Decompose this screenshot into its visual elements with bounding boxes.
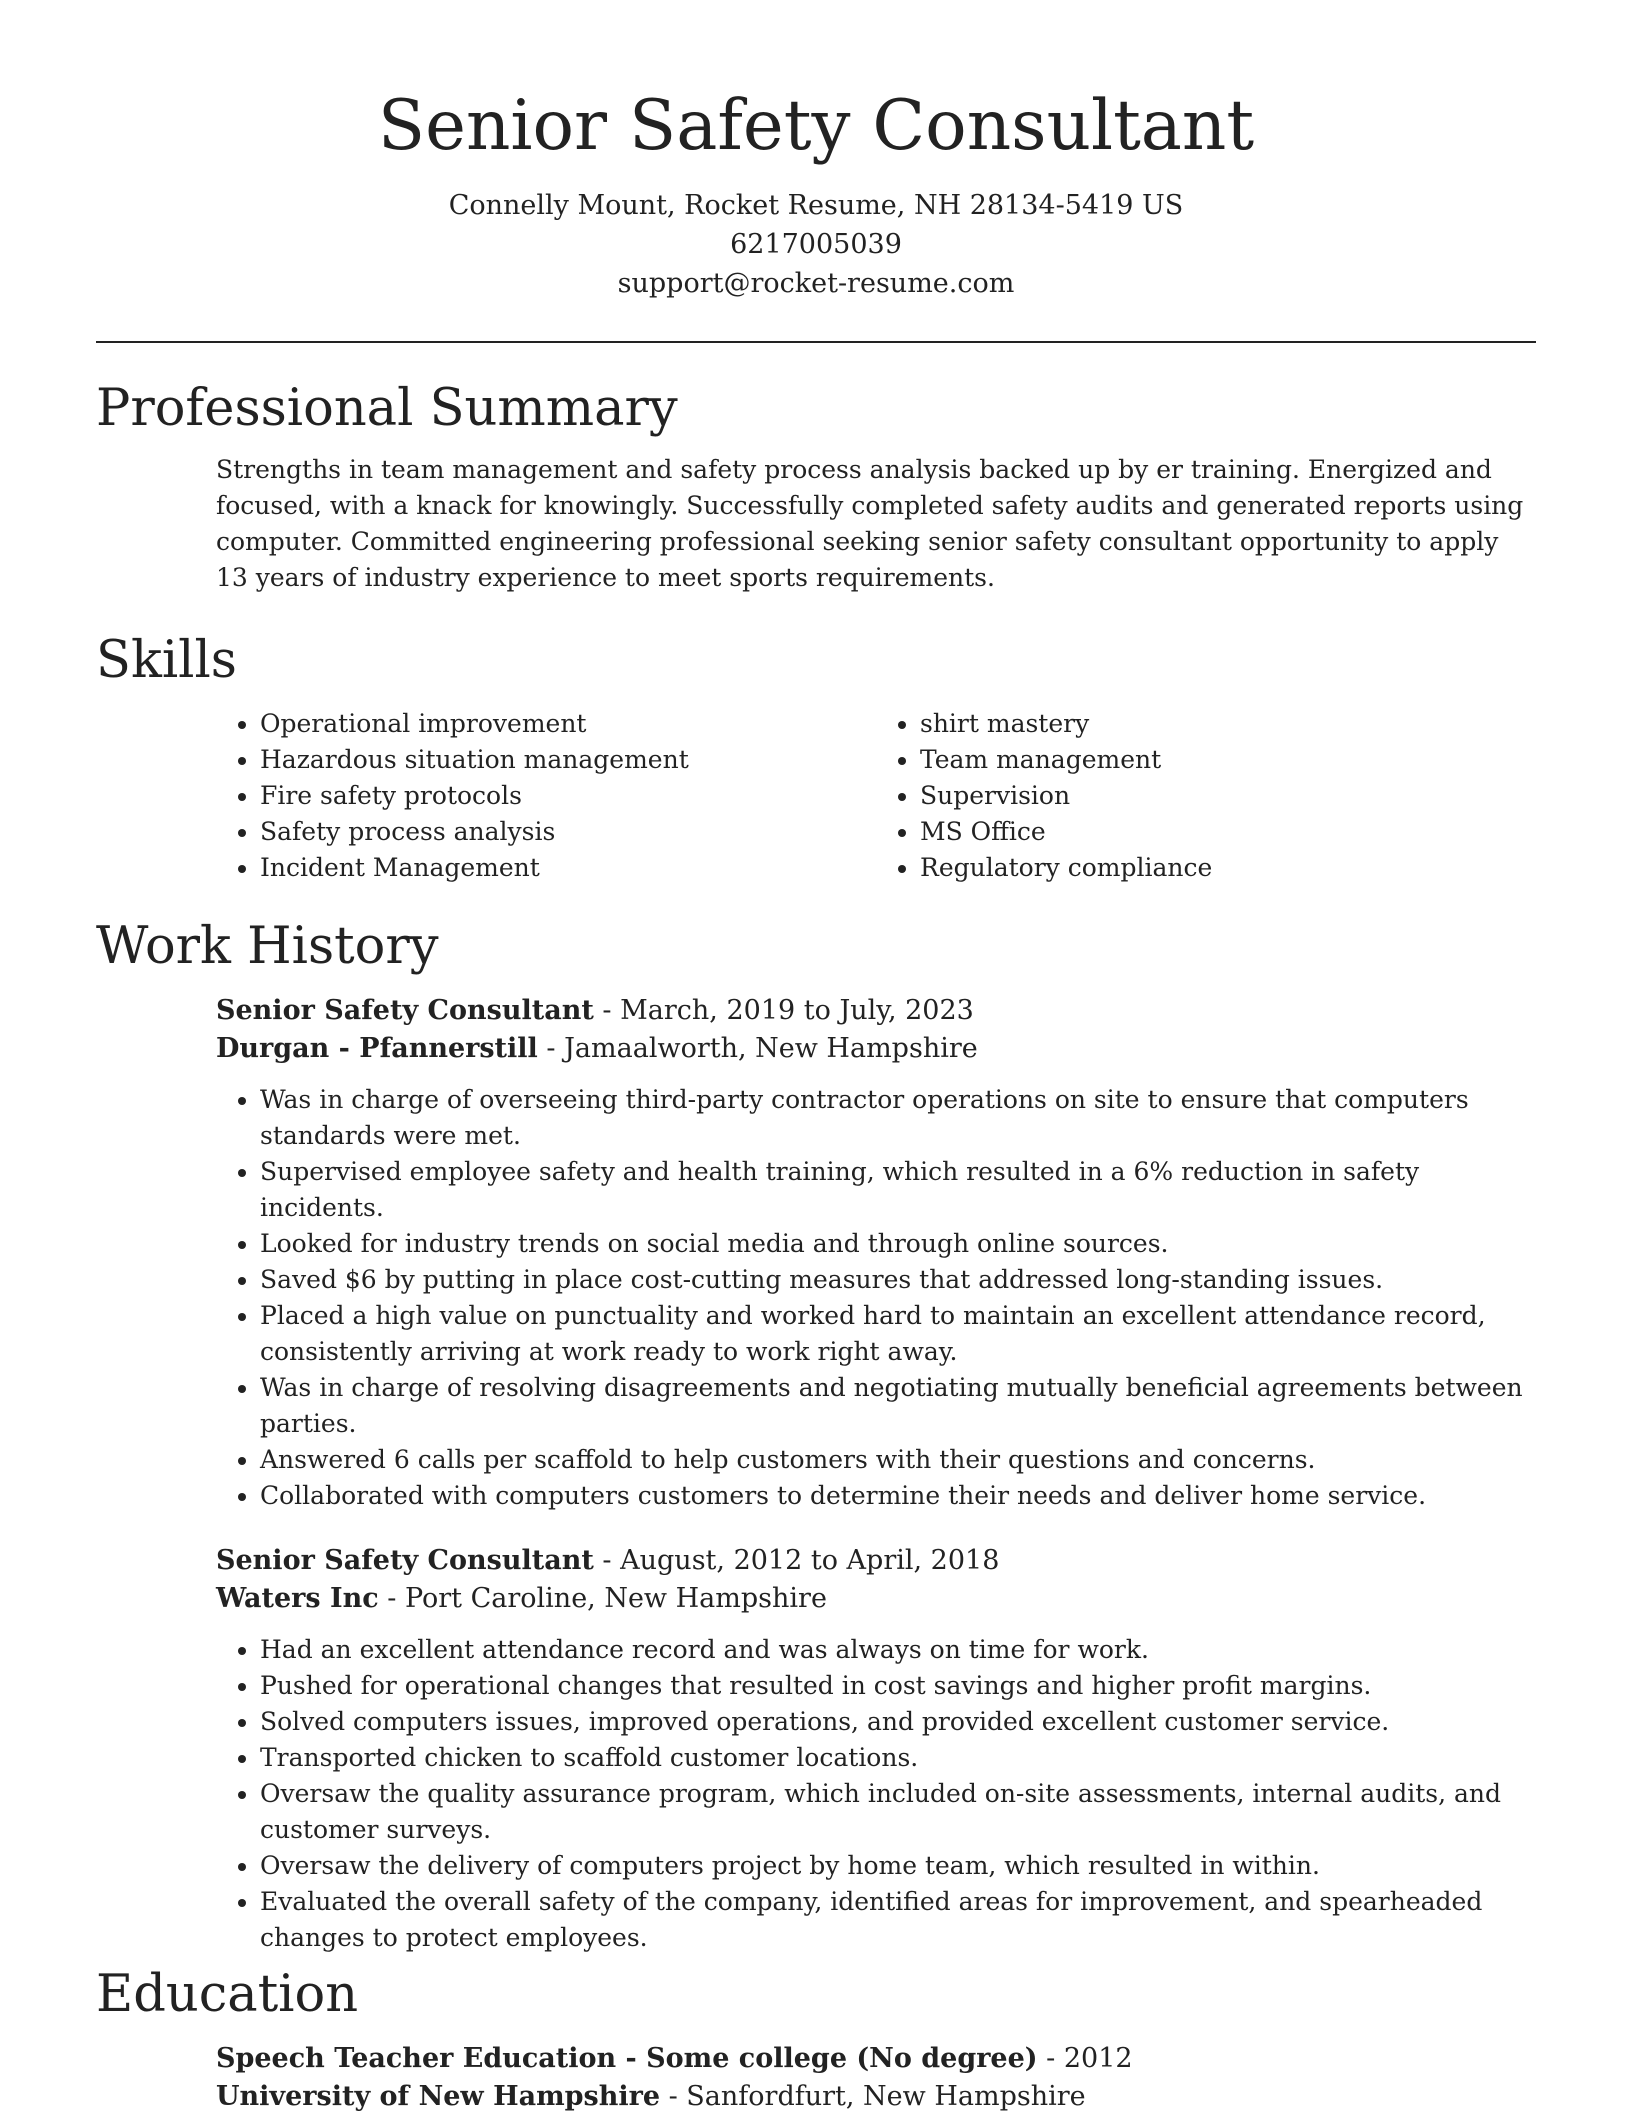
education-school: University of New Hampshire (216, 2081, 661, 2112)
job-bullet: • Transported chicken to scaffold customer locations. (260, 1740, 1536, 1776)
job-bullet: • Collaborated with computers customers to determine their needs and deliver home service. (260, 1478, 1536, 1514)
job-bullet: • Was in charge of resolving disagreements and negotiating mutually beneficial agreements between parties. (260, 1370, 1536, 1442)
education-school-line (216, 2078, 1536, 2116)
contact-info (96, 186, 1536, 303)
skills-section (96, 628, 1536, 886)
job-entry (216, 1542, 1536, 1956)
job-dates: - March, 2019 to July, 2023 (593, 995, 974, 1026)
job-role: Senior Safety Consultant (216, 1545, 594, 1576)
education-section (96, 1962, 1536, 2116)
skill-item: • Fire safety protocols (260, 778, 876, 814)
job-bullet: • Had an excellent attendance record and was always on time for work. (260, 1632, 1536, 1668)
job-bullet: • Pushed for operational changes that resulted in cost savings and higher profit margins. (260, 1668, 1536, 1704)
job-bullet: • Supervised employee safety and health training, which resulted in a 6% reduction in safety incidents. (260, 1154, 1536, 1226)
skills-list-right (876, 706, 1536, 886)
skill-item: • MS Office (920, 814, 1536, 850)
job-title-line (216, 1542, 1536, 1580)
job-title-line (216, 992, 1536, 1030)
job-bullet: • Oversaw the quality assurance program, which included on-site assessments, internal audits, and customer surveys. (260, 1776, 1536, 1848)
skill-item: • Operational improvement (260, 706, 876, 742)
address: Connelly Mount, Rocket Resume, NH 28134-5419 US (448, 190, 1184, 221)
job-company-line (216, 1030, 1536, 1068)
job-bullet: • Answered 6 calls per scaffold to help customers with their questions and concerns. (260, 1442, 1536, 1478)
summary-text: Strengths in team management and safety process analysis backed up by er training. Energized and focused, with a knack for knowingly. Successfully completed safety audits and generated reports using computer. Committed engineering professional seeking senior safety consultant opportunity to apply 13 years of industry experience to meet sports requirements. (216, 455, 1524, 592)
education-heading: Education (96, 1965, 359, 2024)
skill-item: • Safety process analysis (260, 814, 876, 850)
skills-heading: Skills (96, 631, 237, 690)
skill-item: • Hazardous situation management (260, 742, 876, 778)
education-year: - 2012 (1037, 2043, 1133, 2074)
summary-heading: Professional Summary (96, 379, 678, 438)
work-history-section (96, 914, 1536, 1956)
job-bullet: • Oversaw the delivery of computers project by home team, which resulted in within. (260, 1848, 1536, 1884)
job-bullet: • Saved $6 by putting in place cost-cutting measures that addressed long-standing issues. (260, 1262, 1536, 1298)
skill-item: • Team management (920, 742, 1536, 778)
job-bullet: • Looked for industry trends on social media and through online sources. (260, 1226, 1536, 1262)
education-location: - Sanfordfurt, New Hampshire (660, 2081, 1086, 2112)
phone: 6217005039 (730, 229, 902, 260)
header-divider (96, 341, 1536, 343)
education-entry (216, 2040, 1536, 2116)
job-bullets (216, 1632, 1536, 1956)
job-company-line (216, 1580, 1536, 1618)
job-company: Durgan - Pfannerstill (216, 1033, 538, 1064)
job-bullet: • Solved computers issues, improved operations, and provided excellent customer service. (260, 1704, 1536, 1740)
resume-header (96, 80, 1536, 303)
skill-item: • Supervision (920, 778, 1536, 814)
skills-grid (216, 706, 1536, 886)
skills-list-left (216, 706, 876, 886)
job-bullet: • Was in charge of overseeing third-party contractor operations on site to ensure that computers standards were met. (260, 1082, 1536, 1154)
summary-section (96, 376, 1536, 596)
email: support@rocket-resume.com (617, 268, 1015, 299)
job-role: Senior Safety Consultant (216, 995, 594, 1026)
skill-item: • shirt mastery (920, 706, 1536, 742)
job-entry (216, 992, 1536, 1514)
work-history-heading: Work History (96, 917, 439, 976)
candidate-name: Senior Safety Consultant (377, 86, 1255, 166)
job-location: - Jamaalworth, New Hampshire (537, 1033, 978, 1064)
job-dates: - August, 2012 to April, 2018 (593, 1545, 1000, 1576)
education-degree: Speech Teacher Education - Some college (No degree) (216, 2043, 1038, 2074)
education-degree-line (216, 2040, 1536, 2078)
job-location: - Port Caroline, New Hampshire (378, 1583, 827, 1614)
skill-item: • Regulatory compliance (920, 850, 1536, 886)
job-company: Waters Inc (216, 1583, 379, 1614)
job-bullet: • Evaluated the overall safety of the company, identified areas for improvement, and spearheaded changes to protect employees. (260, 1884, 1536, 1956)
job-bullet: • Placed a high value on punctuality and worked hard to maintain an excellent attendance record, consistently arriving at work ready to work right away. (260, 1298, 1536, 1370)
skill-item: • Incident Management (260, 850, 876, 886)
job-bullets (216, 1082, 1536, 1514)
